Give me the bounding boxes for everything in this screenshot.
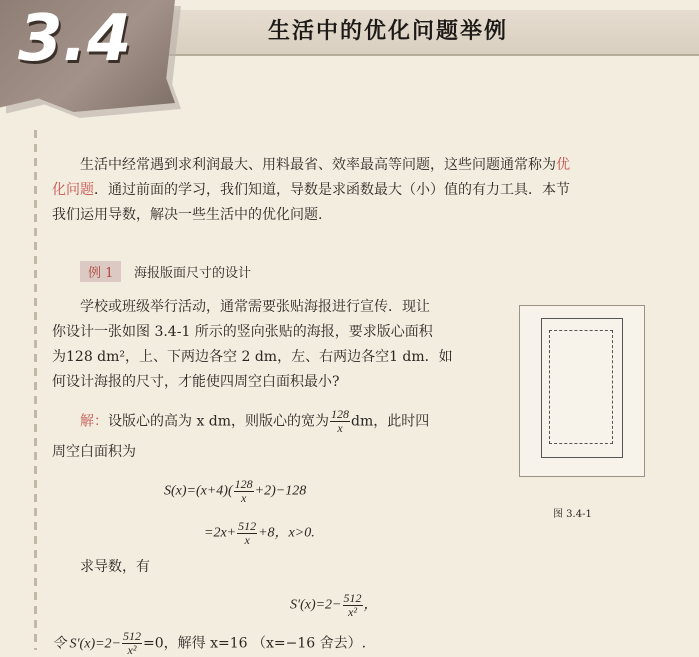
intro-text: 生活中经常遇到求利润最大、用料最省、效率最高等问题，这些问题通常称为 xyxy=(80,157,556,173)
equation-part: ， xyxy=(363,597,378,613)
fraction-numerator: 512 xyxy=(238,519,257,533)
equation-part: S(x)=(x+4)( xyxy=(164,483,233,499)
derivative-intro: 求导数，有 xyxy=(80,559,150,575)
fraction xyxy=(330,408,350,435)
equation-1 xyxy=(164,478,306,505)
solution-label: 解： xyxy=(80,413,108,430)
fraction xyxy=(343,592,363,619)
fraction-numerator: 128 xyxy=(234,477,253,491)
section-header xyxy=(0,0,699,118)
example-title: 海报版面尺寸的设计 xyxy=(134,266,252,281)
section-number: 3.4 xyxy=(18,2,132,76)
example-label: 例 1 xyxy=(80,261,121,282)
fraction-numerator: 128 xyxy=(331,407,350,421)
highlight-term: 优 xyxy=(556,157,570,173)
poster-content-area xyxy=(549,330,613,444)
fraction-denominator: x xyxy=(240,491,247,505)
fraction-denominator: x xyxy=(244,533,250,547)
example-line-1: 学校或班级举行活动，通常需要张贴海报进行宣传．现让 xyxy=(80,299,430,315)
equation-2 xyxy=(204,520,315,547)
equation-part: +2)−128 xyxy=(254,483,307,499)
highlight-term: 化问题 xyxy=(52,182,94,198)
margin-decoration xyxy=(34,130,37,650)
example-line-3: 为128 dm²，上、下两边各空 2 dm，左、右两边各空1 dm．如 xyxy=(52,349,453,365)
solution-last-line xyxy=(52,630,366,657)
section-title: 生活中的优化问题举例 xyxy=(268,19,509,44)
equation-part: S′(x)=2− xyxy=(290,597,342,613)
intro-text: ．通过前面的学习，我们知道，导数是求函数最大（小）值的有力工具．本节 xyxy=(94,182,570,198)
fraction xyxy=(122,630,142,657)
equation-part: 令 S′(x)=2− xyxy=(52,636,121,652)
fraction-denominator: x xyxy=(337,421,343,435)
figure-caption: 图 3.4-1 xyxy=(553,509,592,520)
solution-text: 设版心的高为 x dm，则版心的宽为 xyxy=(108,413,330,430)
fraction-numerator: 512 xyxy=(343,591,362,605)
example-line-2: 你设计一张如图 3.4-1 所示的竖向张贴的海报，要求版心面积 xyxy=(52,324,433,340)
fraction-denominator: x² xyxy=(348,605,357,619)
equation-part: =0，解得 x=16 （x=−16 舍去）. xyxy=(143,635,367,652)
solution-line-1 xyxy=(80,408,429,435)
fraction xyxy=(234,478,254,505)
equation-part: =2x+ xyxy=(204,525,237,541)
solution-text: dm，此时四 xyxy=(351,413,430,430)
intro-line-3: 我们运用导数，解决一些生活中的优化问题. xyxy=(52,207,323,223)
equation-part: +8，x>0. xyxy=(258,525,315,541)
solution-line-2: 周空白面积为 xyxy=(52,444,136,460)
intro-line-1 xyxy=(80,155,570,175)
derivative-equation xyxy=(290,592,378,619)
example-line-4: 何设计海报的尺寸，才能使四周空白面积最小? xyxy=(52,374,340,390)
fraction-numerator: 512 xyxy=(123,629,141,643)
fraction-denominator: x² xyxy=(127,643,137,657)
intro-line-2 xyxy=(52,180,570,200)
fraction xyxy=(237,520,257,547)
